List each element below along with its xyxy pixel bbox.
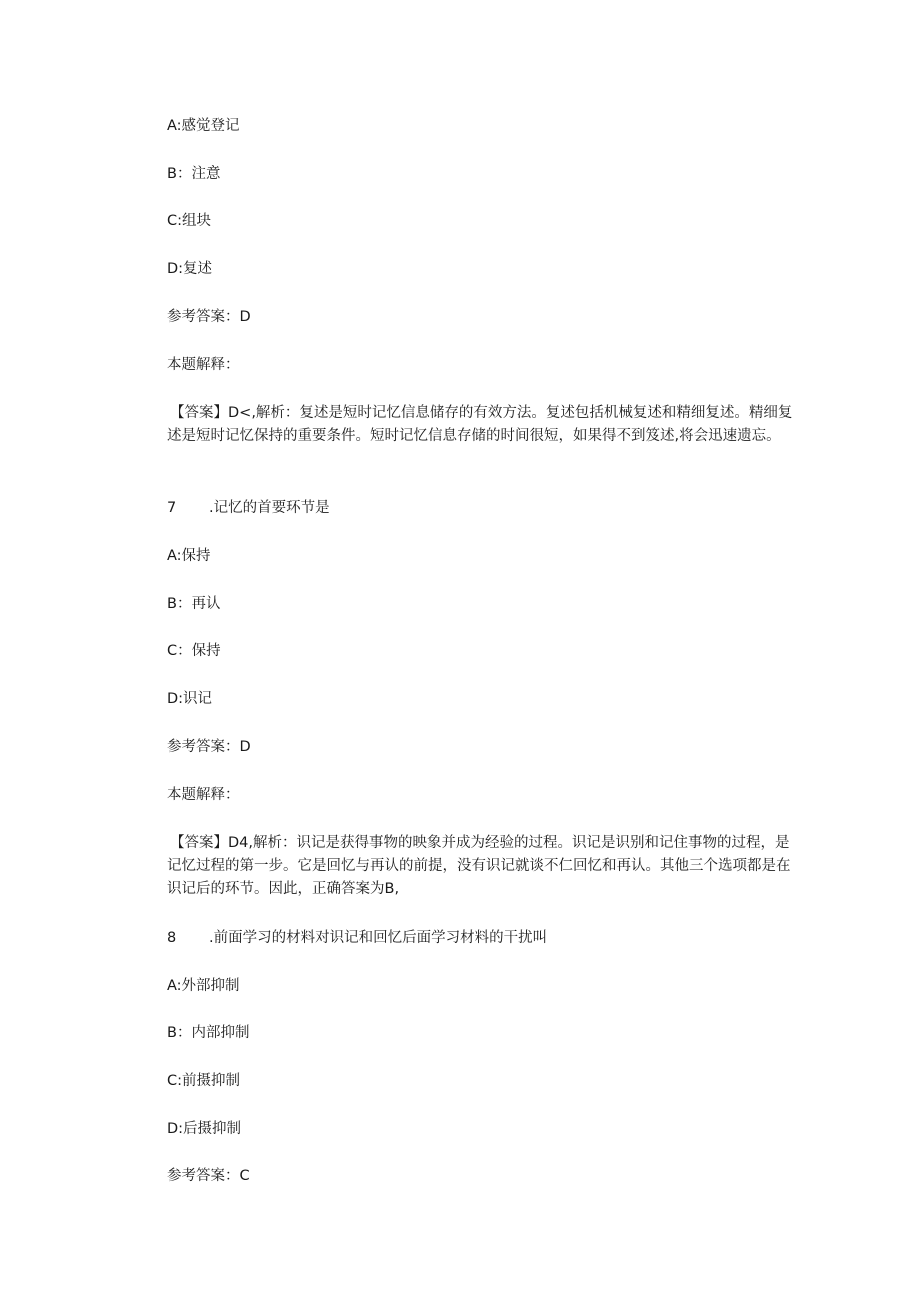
- option-a: A:感觉登记: [167, 118, 240, 134]
- reference-answer: 参考答案：D: [167, 309, 251, 325]
- reference-answer: 参考答案：C: [167, 1168, 250, 1184]
- option-c: C：保持: [167, 643, 221, 659]
- explanation-label: 本题解释：: [167, 787, 240, 803]
- question-text: .前面学习的材料对识记和回忆后面学习材料的干扰叫: [209, 930, 548, 946]
- explanation-label: 本题解释：: [167, 357, 240, 373]
- option-c: C:组块: [167, 213, 212, 229]
- question-8: [167, 928, 547, 948]
- option-b: B：再认: [167, 596, 221, 612]
- option-a: A:保持: [167, 548, 211, 564]
- question-7: [167, 498, 330, 518]
- option-b: B：注意: [167, 166, 221, 182]
- option-d: D:识记: [167, 691, 213, 707]
- question-number: 7: [167, 500, 177, 516]
- explanation-text: 【答案】D<,解析：复述是短时记忆信息储存的有效方法。复述包括机械复述和精细复述。精细复述是短时记忆保持的重要条件。短时记忆信息存储的时间很短，如果得不到笈述,将会迅速遗忘。: [167, 405, 793, 444]
- explanation-text: 【答案】D4,解析：识记是获得事物的映象并成为经验的过程。识记是识别和记住事物的过程，是记忆过程的第一步。它是回忆与再认的前提，没有识记就谈不仁回忆和再认。其他三个选项都是在识记后的环节。因此，正确答案为B,: [167, 835, 791, 897]
- option-a: A:外部抑制: [167, 978, 240, 994]
- option-d: D:后摄抑制: [167, 1121, 242, 1137]
- option-b: B：内部抑制: [167, 1025, 250, 1041]
- question-text: .记忆的首要环节是: [209, 500, 330, 516]
- question-number: 8: [167, 930, 177, 946]
- option-c: C:前摄抑制: [167, 1073, 241, 1089]
- option-d: D:复述: [167, 261, 213, 277]
- reference-answer: 参考答案：D: [167, 739, 251, 755]
